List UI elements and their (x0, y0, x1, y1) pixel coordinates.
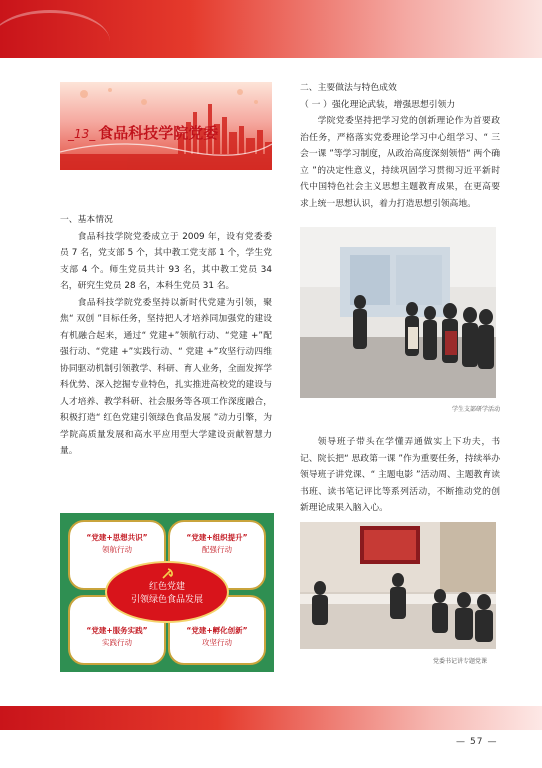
section-banner (60, 82, 272, 170)
bottom-decorative-bar (0, 706, 542, 730)
right-column-top (300, 80, 500, 212)
right-column-bottom (300, 434, 500, 517)
diagram-center-oval (105, 561, 229, 623)
party-building-diagram (60, 513, 274, 672)
photo-party-lecture (300, 522, 496, 649)
center-text-line1: 红色党建 (148, 582, 185, 592)
page-number: — 57 — (456, 737, 497, 747)
quad-title: “党建+组织提升” (186, 533, 248, 542)
quad-title: “党建+孵化创新” (186, 626, 248, 635)
swirl-decoration (0, 10, 110, 73)
center-text-line2: 引领绿色食品发展 (130, 595, 203, 605)
photo-meeting-room-scene (300, 522, 496, 649)
quad-title: “党建+服务实践” (86, 626, 148, 635)
quad-subtitle: 配强行动 (202, 545, 232, 554)
paragraph-basic-info: 食品科技学院党委成立于 2009 年，设有党委委员 7 名，党支部 5 个，其中教工党支部 1 个，学生党支部 4 个。师生党员共计 93 名，其中教工党员 34 名，研究生党员 28 名，本科生党员 31 名。 (60, 231, 272, 291)
banner-title (68, 122, 218, 143)
photo-student-study-activity (300, 227, 496, 398)
photo-exhibition-scene (300, 227, 496, 398)
banner-number: _13_ (68, 127, 96, 141)
quad-subtitle: 攻坚行动 (202, 638, 232, 647)
quad-subtitle: 领航行动 (102, 545, 132, 554)
section-heading-practice: 二、主要做法与特色成效 (300, 83, 397, 93)
quad-subtitle: 实践行动 (102, 638, 132, 647)
paragraph-party-work: 食品科技学院党委坚持以新时代党建为引领，聚焦“ 双创 ”目标任务，坚持把人才培养同加强党的建设有机融合起来，通过“ 党建+”领航行动、“党建 +”配强行动、“党建 +”实践行动、“ 党建 +”攻坚行动四维协同驱动机制引领教学、科研、育人业务，全面发挥学科优势、深入挖掘专业特色，扎实推进高校党的建设与人才培养、教学科研、社会服务等各项工作深度融合，积极打造“ 红色党建引领绿色食品发展 ”动力引擎，为学院高质量发展和高水平应用型大学建设贡献智慧力量。 (60, 297, 272, 456)
paragraph-theory: 学院党委坚持把学习党的创新理论作为首要政治任务，严格落实党委理论学习中心组学习、“ 三会一课 ”等学习制度，从政治高度深刻领悟“ 两个确立 ”的决定性意义，持续巩固学习贯彻习近平新时代中国特色社会主义思想主题教育成果，在更高要求上统一思想认识，着力打造思想引领高地。 (300, 116, 500, 209)
left-column (60, 212, 272, 460)
photo1-caption: 学生支部研学活动 (452, 406, 501, 413)
top-decorative-bar (0, 0, 542, 58)
quad-title: “党建+思想共识” (86, 533, 148, 542)
paragraph-leadership: 领导班子带头在学懂弄通做实上下功夫，书记、院长把“ 思政第一课 ”作为重要任务，持续举办领导班子讲党课、“ 主题电影 ”活动周、主题教育读书班、读书笔记评比等系列活动，不断推动党的创新理论成果入脑入心。 (300, 437, 500, 513)
banner-title-text: 食品科技学院党委 (98, 124, 219, 142)
party-emblem-icon (160, 567, 174, 581)
photo2-caption: 党委书记讲专题党课 (433, 658, 488, 665)
subheading-theory: （ 一 ）强化理论武装，增强思想引领力 (300, 99, 456, 110)
section-heading-basic: 一、基本情况 (60, 215, 113, 225)
